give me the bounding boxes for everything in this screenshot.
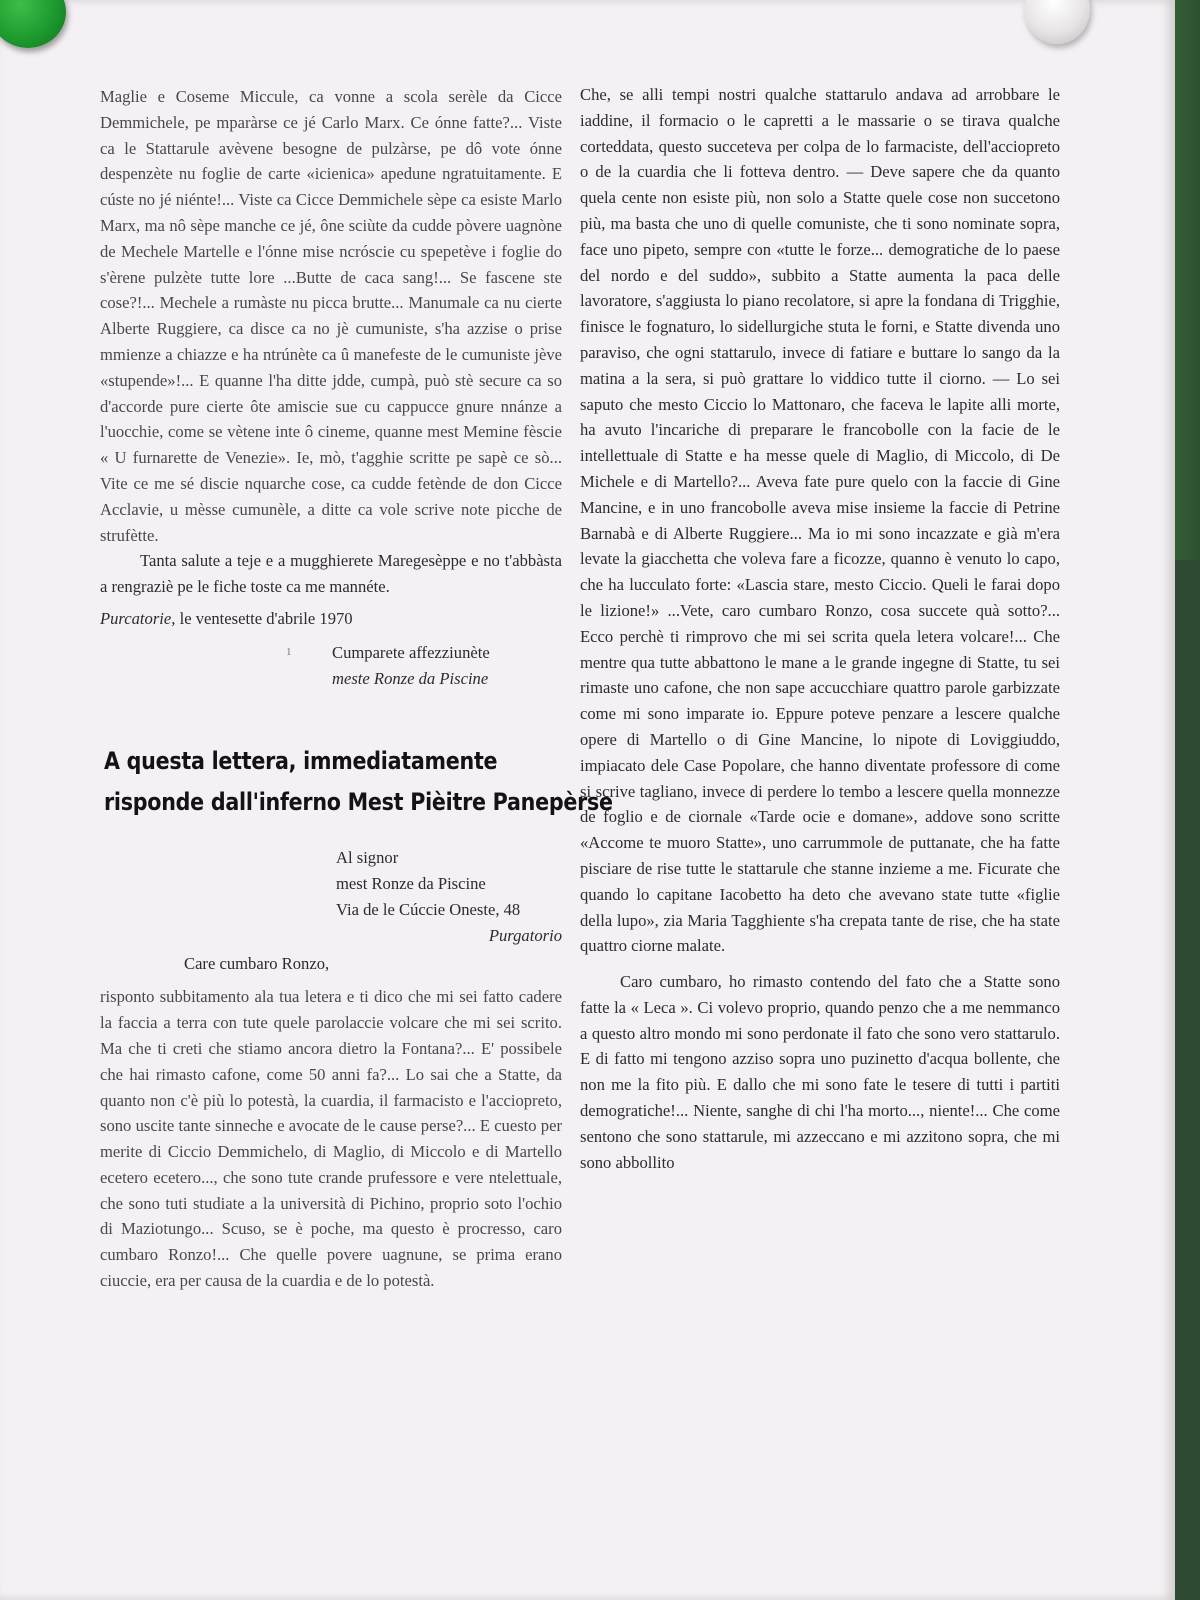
headline (104, 741, 613, 823)
letter-paragraph: Maglie e Coseme Miccule, ca vonne a scola serèle da Cicce Demmichele, pe mparàrse ce jé Carlo Marx. Ce ónne fatte?... Viste ca le Stattarule avèvene besogne de pulzàrse, pe dô vote ónne despenzète nu foglie de carte «icienica» apedune ngratuitamente. E cúste no jé niénte!... Viste ca Cicce Demmichele sèpe ca esiste Marlo Marx, ma nô sèpe manche ce jé, ône sciùte da cudde pòvere uagnòne de Mechele Martelle e l'ónne mise ncróscie cu spepetève i foglie do s'èrene pulzète tutte lore ...Butte de caca sang!... Se fascene ste cose?!... Mechele a rumàste nu picca brutte... Manumale ca nu cierte Alberte Ruggiere, ca disce ca no jè cumuniste, s'ha azzise o prise mmienze a chiazze e ha ntrúnète ca û manefeste de le cumuniste jève «stupende»!... E quanne l'ha ditte jdde, cumpà, può stè secure ca so d'accorde pure cierte ôte amiscie sue cu cappucce gnure nnánze a l'uocchie, come se vètene inte ô cineme, quanne mest Memine fèscie « U furnarette de Venezie». Ie, mò, t'agghie scritte pe sapè ce sò... Vite ce me sé discie nquarche cose, ca cudde fetènde de don Cicce Acclavie, u mèsse cumunèle, a ditte ca vole scrive note picche de strufètte. (100, 87, 562, 545)
signature (286, 640, 562, 692)
white-pushpin-icon (1024, 0, 1090, 44)
reply-paragraph-2: Caro cumbaro, ho rimasto contendo del fato che a Statte sono fatte la « Leca ». Ci volevo proprio, quando penzo che a me nemmanco a questo altro mondo mi sono perdonate il fato che sono vero stattarulo. E di fatto mi tengono azziso sopra uno puzinetto d'acqua bollente, che non me la fito più. E dallo che mi sono fate le tesere di tutti i partiti demogratiche!... Niente, sanghe di chi l'ha morto..., niente!... Che come sentono che sono stattarule, mi azzeccano e mi azzitono sopra, che mi sono abbollito (580, 972, 1060, 1172)
letter-closing-paragraph: Tanta salute a teje e a mugghierete Maregesèppe e no t'abbàsta a rengraziè pe le fiche toste ca me mannéte. (100, 551, 562, 597)
address-line-3: Via de le Cúccie Oneste, 48 (336, 899, 521, 919)
address-line-4: Purgatorio (488, 925, 562, 945)
paragraph-gap (580, 959, 1060, 969)
signature-line-2: meste Ronze da Piscine (332, 668, 489, 688)
right-column (580, 82, 1060, 1175)
green-pushpin-icon (0, 0, 66, 48)
address-line-2: mest Ronze da Piscine (336, 874, 486, 894)
place: Purcatorie, (100, 608, 176, 628)
address-block (336, 845, 562, 948)
signature-mark: 1 (286, 645, 292, 658)
place-date (100, 606, 562, 632)
headline-line-1: A questa lettera, immediatamente (104, 747, 498, 776)
address-line-1: Al signor (336, 848, 399, 868)
salutation: Care cumbaro Ronzo, (184, 953, 330, 973)
signature-line-1: Cumparete affezziunète (332, 642, 490, 662)
headline-line-2: risponde dall'inferno Mest Pièitre Panepèrse (104, 788, 613, 817)
date: le ventesette d'abrile 1970 (179, 608, 353, 628)
left-column (100, 84, 613, 1294)
reply-paragraph-continued: Che, se alli tempi nostri qualche stattarulo andava ad arrobbare le iaddine, il formacio o le capretti a le massarie o se tirava qualche corteddata, questo succeteva per colpa de lo farmaciste, dell'acciopreto o de la cuardia che li fotteva dentro. — Deve sapere che da quanto quela cente non esiste più, non solo a Statte quele cose non succetono più, ma basta che uno di quelle comuniste, che ti sono nominate sopra, face uno pipeto, sempre con «tutte le forze... demogratiche de lo paese del nordo e del suddo», subbito a Statte aumenta la paca delle lavoratore, s'aggiusta lo piano recolatore, si apre la fondana di Trigghie, finisce le fognaturo, lo sidellurgiche stuta le forni, e Statte divenda uno paraviso, che ogni stattarulo, invece di fatiare e buttare lo sango da la matina a la sera, si può grattare lo viddico tutte il ciorno. — Lo sei saputo che mesto Ciccio lo Mattonaro, che faceva le lapite alli morte, ha avuto l'incariche di preparare le francobolle con la facie de le intellettuale di Statte e ha messe quele di Maglio, di Miccolo, di De Michele e di Martello?... Aveva fate pure quelo con la faccie di Gine Mancine, e in uno francobolle aveva mise insieme la faccie di Petrine Barnabà e di Alberte Ruggiere... Ma io mi sono incazzate e già m'era levate la giacchetta che voleva fare a ficozze, quanno è venuto lo capo, che ha lucculato forte: «Lascia stare, mesto Ciccio. Queli le farai dopo le lizione!» ...Vete, caro cumbaro Ronzo, cosa succete quà sotto?... Ecco perchè ti rimprovo che mi sei scrita quela letera volcare!... Che mentre qua tutte abbattono le mane a le grande ingegne di Statte, tu sei rimaste uno cafone, che non sape accucchiare quattro parole garbizzate come mi sono imparate io. Eppure poteve penzare a lescere qualche opere di Martello o di Gine Mancine, lo nipote di Loviggiuddo, impiacato dele Case Popolare, che hanno diventate professore di come si scrive tagliano, invece di perdere lo tembo a lescere quella monnezze de foglio e de ciornale «Tarde ocie e domane», addove sono scritte «Accome te muoro Statte», uno carrummole de puttanate, che ha fatte pisciare de rise tutte le stattarule che stanne inzieme a me. Ficurate che quando lo capitane Iacobetto ha deto che avevano state tutte «figlie della lupo», zia Maria Tagghiente s'ha crepata tante de rise, che ha state quattro ciorne malate. (580, 85, 1060, 956)
reply-paragraph: risponto subbitamento ala tua letera e ti dico che mi sei fatto cadere la faccia a terra con tute quele parolaccie volcare che mi sei scrito. Ma che ti creti che stiamo ancora dietro la Fontana?... E' possibele che hai rimasto cafone, come 50 anni fa?... Lo sai che a Statte, da quanto non c'è più lo potestà, la cuardia, il farmacisto e l'acciopreto, sono uscite tante sinneche e avocate de le cause perse?... E cuesto per merite di Ciccio Demmichelo, di Maglio, di Miccolo e di Martello ecetero ecetero..., che sono tute crande prufessore e vere ntelettuale, che sono tuti studiate a la università di Pichino, proprio soto l'ochio di Maziotungo... Scuso, se è poche, ma questo è procresso, caro cumbaro Ronzo!... Che quelle povere uagnune, se prima erano ciuccie, era per causa de la cuardia e de lo potestà. (100, 987, 562, 1291)
